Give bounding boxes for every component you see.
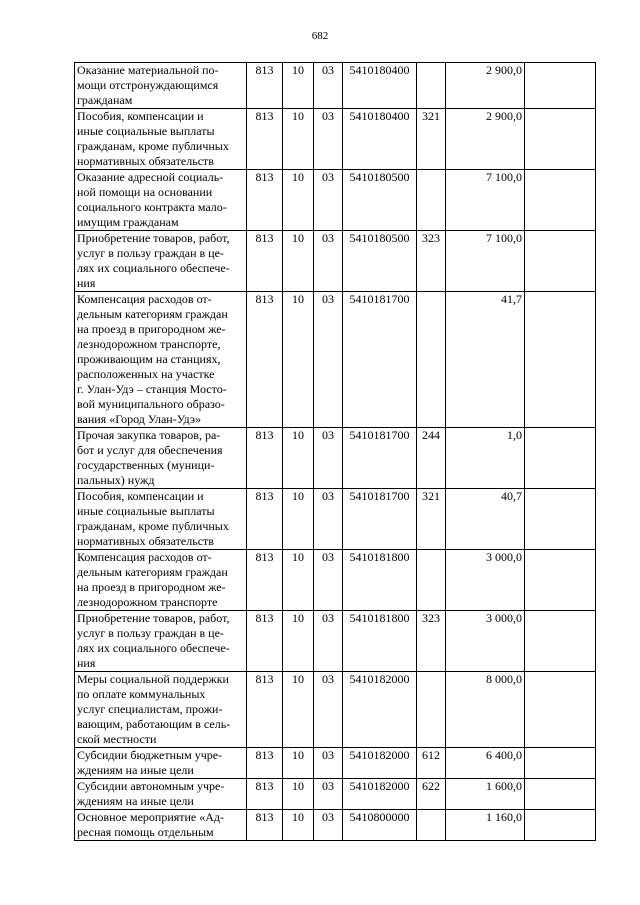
table-row	[75, 810, 596, 841]
cell-subsection: 03	[314, 231, 343, 292]
cell-expense-type: 622	[417, 779, 446, 810]
cell-target-article: 5410180500	[343, 170, 417, 231]
name-line: Меры социальной поддержки	[77, 672, 229, 686]
name-line: вания «Город Улан-Удэ»	[77, 412, 202, 426]
table-row	[75, 292, 596, 428]
cell-subsection: 03	[314, 779, 343, 810]
name-line: мощи отстронуждающимся	[77, 78, 219, 92]
cell-name	[75, 550, 247, 611]
cell-name	[75, 810, 247, 841]
name-line: Оказание материальной по-	[77, 63, 219, 77]
name-line: ской местности	[77, 732, 157, 746]
name-line: гражданам, кроме публичных	[77, 519, 229, 533]
cell-empty	[525, 292, 596, 428]
name-line: лях их социального обеспече-	[77, 261, 230, 275]
cell-expense-type	[417, 672, 446, 748]
cell-expense-type	[417, 170, 446, 231]
name-line: Пособия, компенсации и	[77, 489, 204, 503]
cell-expense-type: 321	[417, 489, 446, 550]
cell-target-article: 5410182000	[343, 672, 417, 748]
cell-section: 10	[283, 292, 314, 428]
table-row	[75, 489, 596, 550]
cell-section: 10	[283, 170, 314, 231]
name-line: пальных) нужд	[77, 473, 155, 487]
cell-amount: 6 400,0	[446, 748, 525, 779]
cell-empty	[525, 748, 596, 779]
cell-department: 813	[247, 810, 283, 841]
cell-section: 10	[283, 672, 314, 748]
table-row	[75, 109, 596, 170]
cell-department: 813	[247, 63, 283, 109]
cell-department: 813	[247, 170, 283, 231]
cell-empty	[525, 611, 596, 672]
cell-name	[75, 748, 247, 779]
table-row	[75, 611, 596, 672]
name-line: Оказание адресной социаль-	[77, 170, 224, 184]
name-line: нормативных обязательств	[77, 534, 214, 548]
cell-name	[75, 611, 247, 672]
cell-target-article: 5410182000	[343, 748, 417, 779]
cell-empty	[525, 170, 596, 231]
cell-expense-type	[417, 550, 446, 611]
cell-target-article: 5410800000	[343, 810, 417, 841]
cell-subsection: 03	[314, 292, 343, 428]
cell-subsection: 03	[314, 170, 343, 231]
table-row	[75, 63, 596, 109]
cell-amount: 1 600,0	[446, 779, 525, 810]
cell-subsection: 03	[314, 489, 343, 550]
cell-target-article: 5410181700	[343, 428, 417, 489]
name-line: Компенсация расходов от-	[77, 292, 212, 306]
cell-section: 10	[283, 63, 314, 109]
cell-section: 10	[283, 489, 314, 550]
cell-empty	[525, 109, 596, 170]
name-line: Компенсация расходов от-	[77, 550, 212, 564]
cell-section: 10	[283, 611, 314, 672]
cell-subsection: 03	[314, 428, 343, 489]
cell-target-article: 5410180400	[343, 63, 417, 109]
name-line: ресная помощь отдельным	[77, 825, 214, 839]
name-line: Приобретение товаров, работ,	[77, 611, 230, 625]
name-line: иные социальные выплаты	[77, 504, 215, 518]
name-line: услуг в пользу граждан в це-	[77, 626, 224, 640]
cell-empty	[525, 489, 596, 550]
name-line: государственных (муници-	[77, 458, 215, 472]
cell-department: 813	[247, 109, 283, 170]
table-row	[75, 170, 596, 231]
cell-expense-type: 612	[417, 748, 446, 779]
cell-section: 10	[283, 550, 314, 611]
name-line: Прочая закупка товаров, ра-	[77, 428, 221, 442]
cell-department: 813	[247, 748, 283, 779]
name-line: лезнодорожном транспорте	[77, 595, 218, 609]
name-line: на проезд в пригородном же-	[77, 580, 226, 594]
cell-empty	[525, 672, 596, 748]
cell-subsection: 03	[314, 109, 343, 170]
cell-target-article: 5410181800	[343, 550, 417, 611]
cell-expense-type: 244	[417, 428, 446, 489]
name-line: иные социальные выплаты	[77, 124, 215, 138]
cell-department: 813	[247, 292, 283, 428]
name-line: лях их социального обеспече-	[77, 641, 230, 655]
cell-department: 813	[247, 779, 283, 810]
cell-empty	[525, 428, 596, 489]
cell-amount: 41,7	[446, 292, 525, 428]
cell-empty	[525, 810, 596, 841]
cell-expense-type	[417, 63, 446, 109]
cell-name	[75, 489, 247, 550]
name-line: ждениям на иные цели	[77, 794, 194, 808]
cell-subsection: 03	[314, 611, 343, 672]
cell-target-article: 5410181700	[343, 489, 417, 550]
name-line: дельным категориям граждан	[77, 307, 228, 321]
cell-target-article: 5410182000	[343, 779, 417, 810]
cell-amount: 1,0	[446, 428, 525, 489]
name-line: ния	[77, 276, 96, 290]
cell-amount: 2 900,0	[446, 63, 525, 109]
name-line: проживающим на станциях,	[77, 352, 221, 366]
cell-section: 10	[283, 748, 314, 779]
cell-expense-type: 321	[417, 109, 446, 170]
cell-subsection: 03	[314, 672, 343, 748]
cell-name	[75, 292, 247, 428]
cell-target-article: 5410180500	[343, 231, 417, 292]
cell-subsection: 03	[314, 63, 343, 109]
name-line: нормативных обязательств	[77, 154, 214, 168]
table-row	[75, 748, 596, 779]
cell-target-article: 5410180400	[343, 109, 417, 170]
cell-name	[75, 428, 247, 489]
cell-subsection: 03	[314, 810, 343, 841]
cell-expense-type	[417, 292, 446, 428]
name-line: вающим, работающим в сель-	[77, 717, 231, 731]
cell-name	[75, 170, 247, 231]
name-line: вой муниципального образо-	[77, 397, 225, 411]
name-line: г. Улан-Удэ – станция Мосто-	[77, 382, 227, 396]
cell-empty	[525, 63, 596, 109]
name-line: ной помощи на основании	[77, 185, 213, 199]
table-row	[75, 672, 596, 748]
cell-amount: 3 000,0	[446, 550, 525, 611]
table-row	[75, 231, 596, 292]
cell-expense-type: 323	[417, 231, 446, 292]
name-line: ждениям на иные цели	[77, 763, 194, 777]
table-row	[75, 779, 596, 810]
cell-department: 813	[247, 672, 283, 748]
name-line: Пособия, компенсации и	[77, 109, 204, 123]
cell-department: 813	[247, 428, 283, 489]
cell-amount: 40,7	[446, 489, 525, 550]
cell-section: 10	[283, 231, 314, 292]
cell-section: 10	[283, 109, 314, 170]
cell-expense-type	[417, 810, 446, 841]
name-line: гражданам, кроме публичных	[77, 139, 229, 153]
cell-amount: 1 160,0	[446, 810, 525, 841]
cell-section: 10	[283, 428, 314, 489]
name-line: по оплате коммунальных	[77, 687, 206, 701]
cell-subsection: 03	[314, 550, 343, 611]
name-line: социального контракта мало-	[77, 200, 227, 214]
table-row	[75, 428, 596, 489]
name-line: дельным категориям граждан	[77, 565, 228, 579]
name-line: Основное мероприятие «Ад-	[77, 810, 225, 824]
name-line: Субсидии автономным учре-	[77, 779, 225, 793]
cell-amount: 3 000,0	[446, 611, 525, 672]
cell-department: 813	[247, 489, 283, 550]
cell-section: 10	[283, 779, 314, 810]
cell-department: 813	[247, 611, 283, 672]
cell-name	[75, 63, 247, 109]
cell-amount: 7 100,0	[446, 231, 525, 292]
name-line: ния	[77, 656, 96, 670]
cell-amount: 7 100,0	[446, 170, 525, 231]
name-line: гражданам	[77, 93, 133, 107]
cell-empty	[525, 779, 596, 810]
budget-table	[74, 62, 596, 841]
cell-expense-type: 323	[417, 611, 446, 672]
name-line: Субсидии бюджетным учре-	[77, 748, 223, 762]
name-line: услуг в пользу граждан в це-	[77, 246, 224, 260]
name-line: лезнодорожном транспорте,	[77, 337, 221, 351]
name-line: Приобретение товаров, работ,	[77, 231, 230, 245]
name-line: на проезд в пригородном же-	[77, 322, 226, 336]
name-line: расположенных на участке	[77, 367, 215, 381]
cell-amount: 2 900,0	[446, 109, 525, 170]
cell-department: 813	[247, 231, 283, 292]
cell-section: 10	[283, 810, 314, 841]
cell-name	[75, 672, 247, 748]
table-row	[75, 550, 596, 611]
cell-empty	[525, 550, 596, 611]
cell-subsection: 03	[314, 748, 343, 779]
cell-target-article: 5410181800	[343, 611, 417, 672]
name-line: имущим гражданам	[77, 215, 179, 229]
cell-name	[75, 109, 247, 170]
page-number: 682	[311, 30, 329, 42]
cell-amount: 8 000,0	[446, 672, 525, 748]
cell-target-article: 5410181700	[343, 292, 417, 428]
cell-department: 813	[247, 550, 283, 611]
cell-name	[75, 231, 247, 292]
cell-name	[75, 779, 247, 810]
cell-empty	[525, 231, 596, 292]
name-line: услуг специалистам, прожи-	[77, 702, 223, 716]
name-line: бот и услуг для обеспечения	[77, 443, 223, 457]
